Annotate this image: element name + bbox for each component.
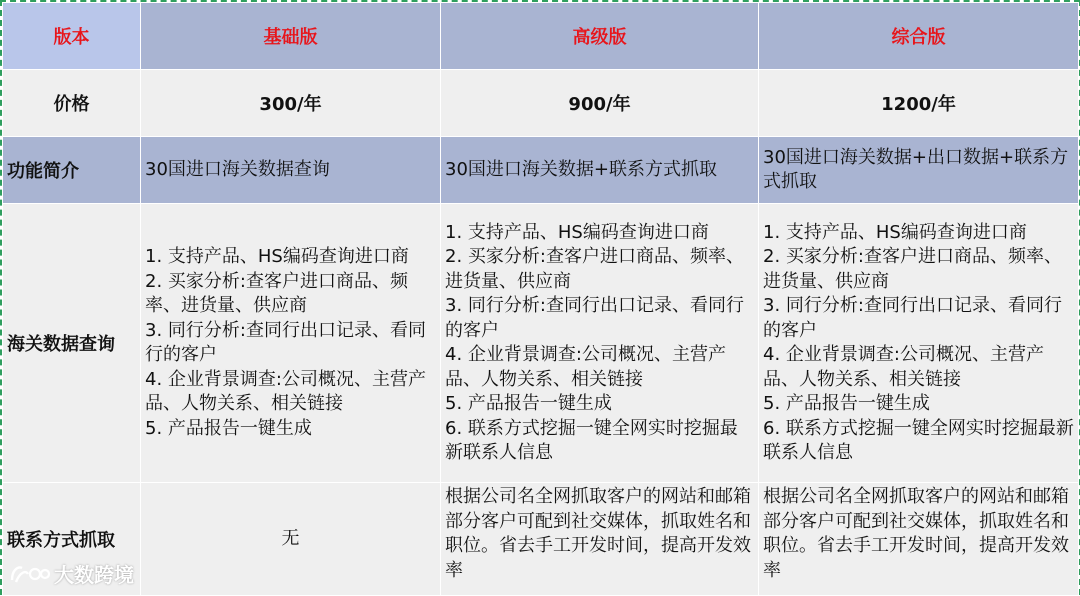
features-label: 功能简介 bbox=[3, 137, 141, 204]
list-item: 2. 买家分析:查客户进口商品、频率、进货量、供应商 bbox=[145, 270, 408, 316]
list-item: 2. 买家分析:查客户进口商品、频率、进货量、供应商 bbox=[763, 246, 1062, 292]
list-item: 2. 买家分析:查客户进口商品、频率、进货量、供应商 bbox=[445, 246, 744, 292]
list-item: 1. 支持产品、HS编码查询进口商 bbox=[145, 246, 409, 267]
list-item: 4. 企业背景调查:公司概况、主营产品、人物关系、相关链接 bbox=[145, 368, 426, 414]
list-item: 3. 同行分析:查同行出口记录、看同行的客户 bbox=[145, 319, 426, 365]
features-basic: 30国进口海关数据查询 bbox=[141, 137, 441, 204]
list-item: 1. 支持产品、HS编码查询进口商 bbox=[445, 221, 709, 243]
price-label: 价格 bbox=[3, 70, 141, 137]
list-item: 1. 支持产品、HS编码查询进口商 bbox=[763, 221, 1027, 243]
contact-label: 联系方式抓取 bbox=[3, 483, 141, 596]
customs-label: 海关数据查询 bbox=[3, 204, 141, 483]
list-item: 5. 产品报告一键生成 bbox=[445, 393, 612, 414]
list-item: 5. 产品报告一键生成 bbox=[145, 417, 312, 439]
plan-advanced-header: 高级版 bbox=[441, 3, 759, 70]
customs-basic bbox=[141, 204, 441, 483]
watermark-text: 大数跨境 bbox=[54, 563, 134, 587]
features-row bbox=[3, 137, 1079, 204]
features-comprehensive: 30国进口海关数据+出口数据+联系方式抓取 bbox=[759, 137, 1079, 204]
dashuju-logo-icon bbox=[8, 562, 50, 586]
version-header: 版本 bbox=[3, 3, 141, 70]
price-basic: 300/年 bbox=[141, 70, 441, 137]
contact-comprehensive: 根据公司名全网抓取客户的网站和邮箱部分客户可配到社交媒体，抓取姓名和职位。省去手工开发时间，提高开发效率 bbox=[759, 483, 1079, 596]
price-comprehensive: 1200/年 bbox=[759, 70, 1079, 137]
watermark bbox=[8, 559, 134, 588]
customs-comprehensive bbox=[759, 204, 1079, 483]
contact-row bbox=[3, 483, 1079, 596]
price-row bbox=[3, 70, 1079, 137]
plan-comparison-table bbox=[2, 2, 1079, 596]
features-advanced: 30国进口海关数据+联系方式抓取 bbox=[441, 137, 759, 204]
contact-basic: 无 bbox=[141, 483, 441, 596]
contact-advanced: 根据公司名全网抓取客户的网站和邮箱部分客户可配到社交媒体，抓取姓名和职位。省去手工开发时间，提高开发效率 bbox=[441, 483, 759, 596]
customs-row bbox=[3, 204, 1079, 483]
plan-comprehensive-header: 综合版 bbox=[759, 3, 1079, 70]
list-item: 4. 企业背景调查:公司概况、主营产品、人物关系、相关链接 bbox=[763, 344, 1044, 390]
list-item: 5. 产品报告一键生成 bbox=[763, 393, 930, 414]
header-row bbox=[3, 3, 1079, 70]
price-advanced: 900/年 bbox=[441, 70, 759, 137]
list-item: 6. 联系方式挖掘一键全网实时挖掘最新联系人信息 bbox=[763, 417, 1074, 463]
list-item: 3. 同行分析:查同行出口记录、看同行的客户 bbox=[445, 295, 744, 341]
list-item: 3. 同行分析:查同行出口记录、看同行的客户 bbox=[763, 295, 1062, 341]
list-item: 4. 企业背景调查:公司概况、主营产品、人物关系、相关链接 bbox=[445, 344, 726, 390]
customs-advanced bbox=[441, 204, 759, 483]
list-item: 6. 联系方式挖掘一键全网实时挖掘最新联系人信息 bbox=[445, 417, 738, 463]
plan-basic-header: 基础版 bbox=[141, 3, 441, 70]
